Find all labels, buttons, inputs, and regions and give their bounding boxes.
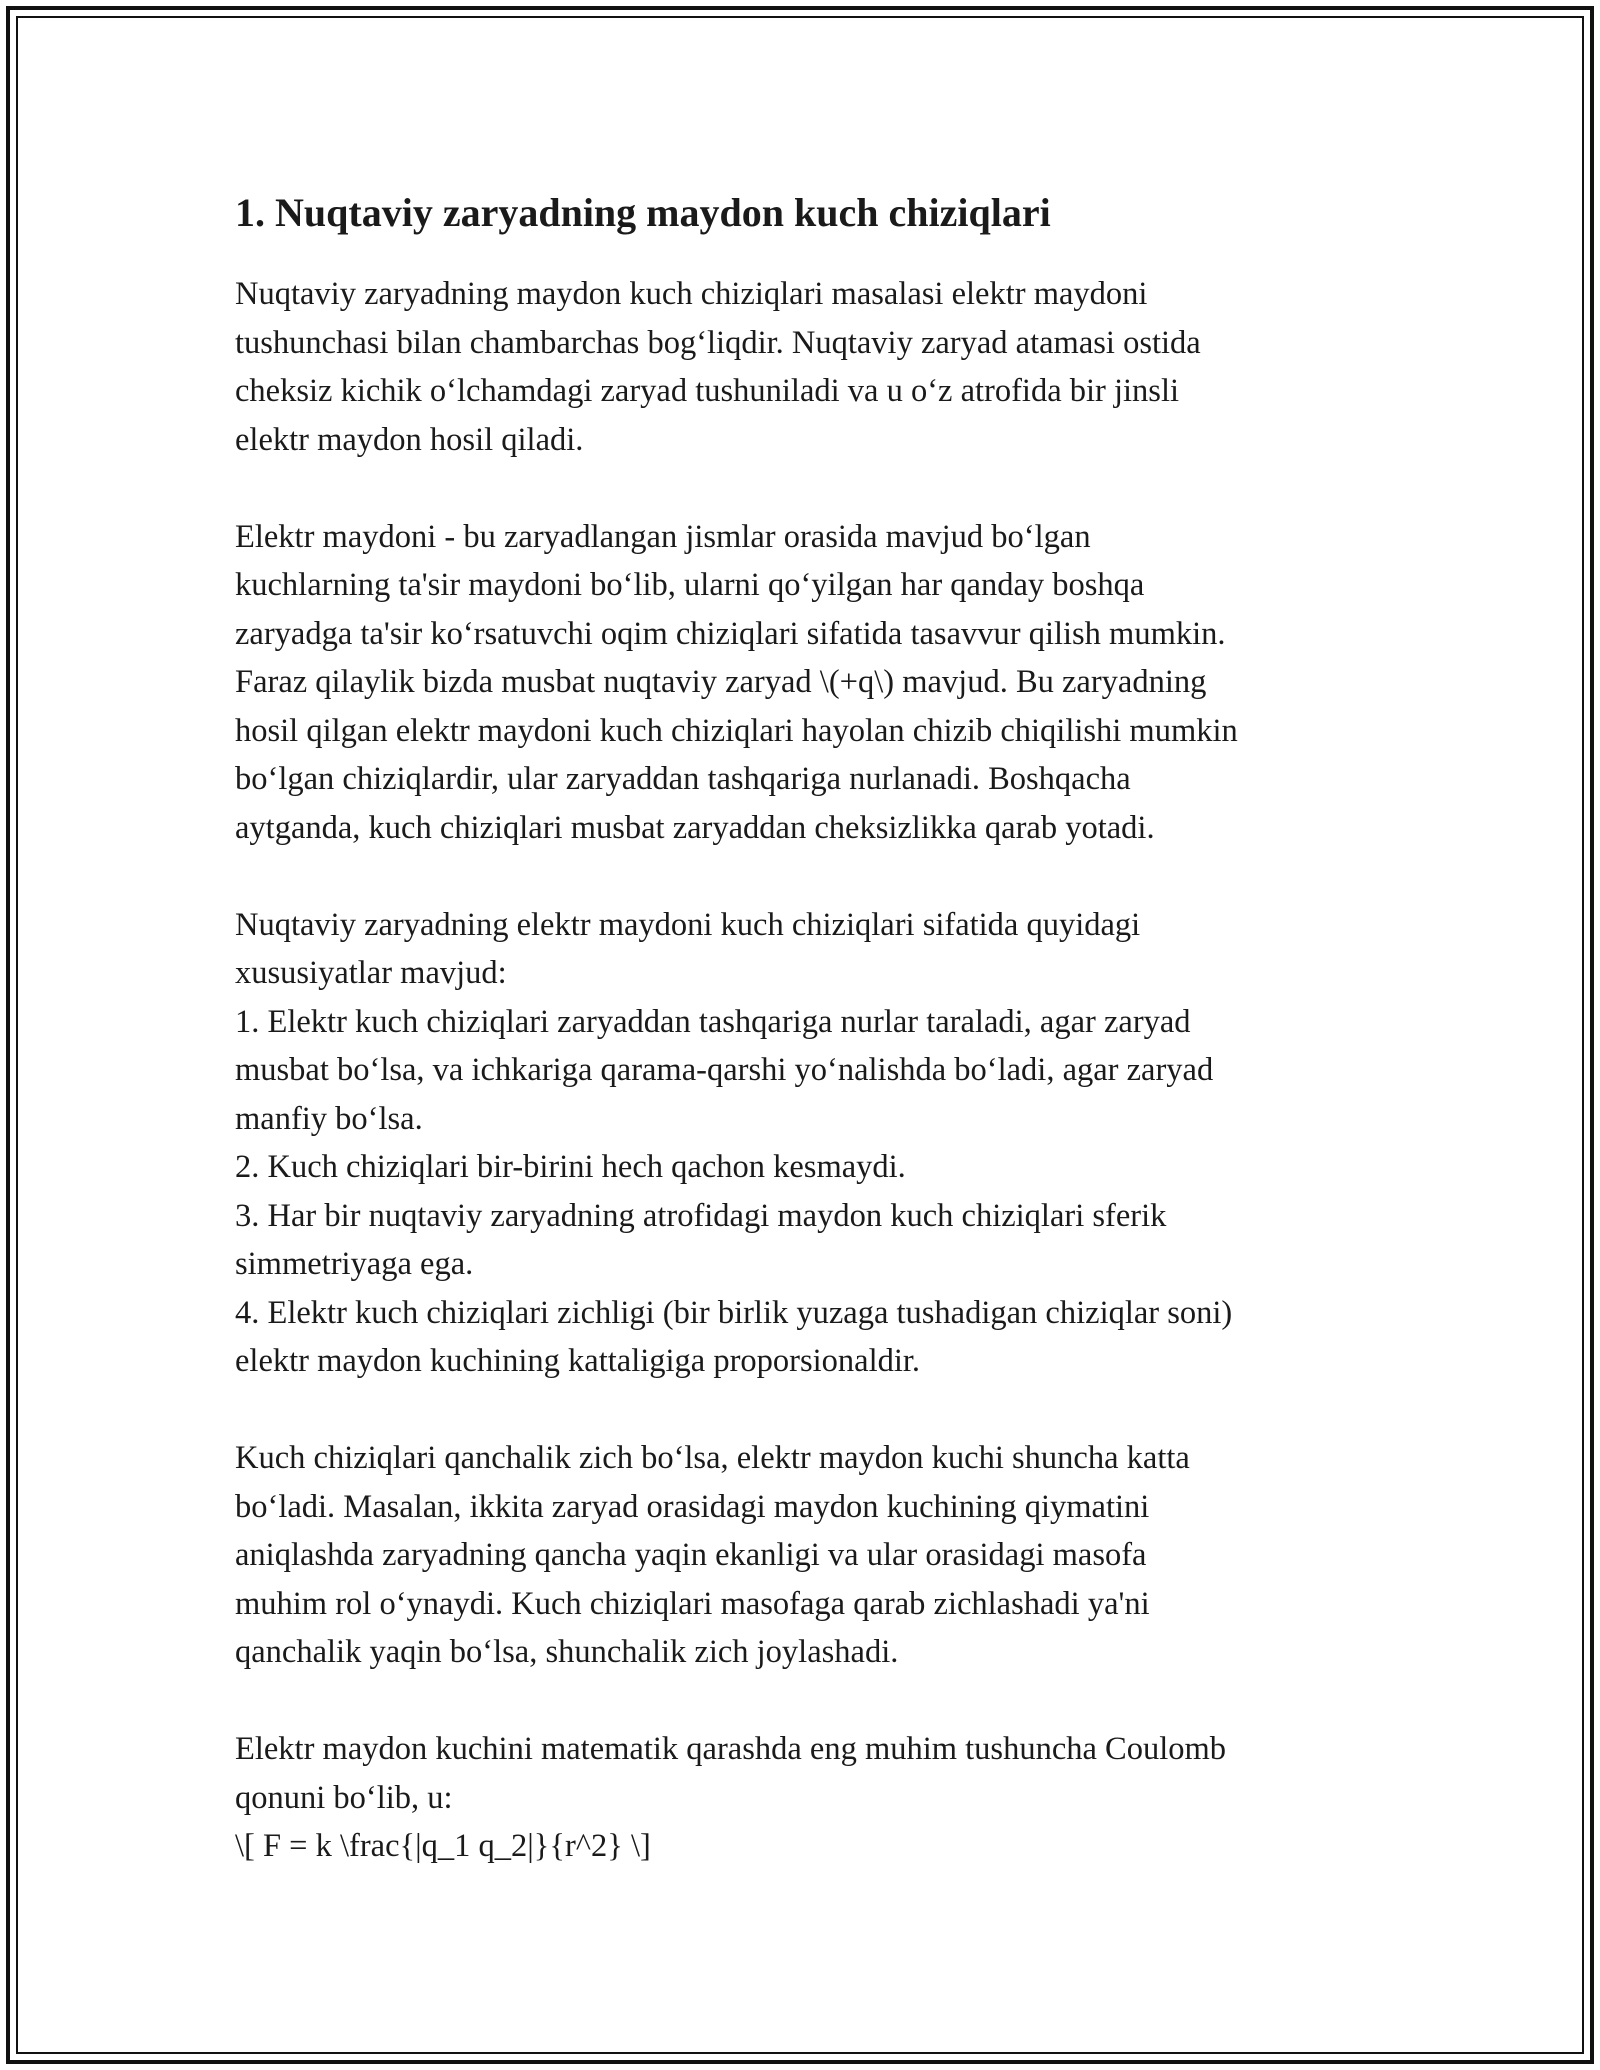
- text-line: bo‘ladi. Masalan, ikkita zaryad orasidagi maydon kuchining qiymatini: [235, 1488, 1150, 1525]
- text-line: kuchlarning ta'sir maydoni bo‘lib, ularni qo‘yilgan har qanday boshqa: [235, 567, 1145, 603]
- list-item: 2. Kuch chiziqlari bir-birini hech qachon kesmaydi.: [235, 1149, 906, 1185]
- text-line: simmetriyaga ega.: [235, 1246, 474, 1282]
- paragraph-properties-list: [235, 901, 1395, 1386]
- text-line: qanchalik yaqin bo‘lsa, shunchalik zich joylashadi.: [235, 1634, 899, 1670]
- text-line: zaryadga ta'sir ko‘rsatuvchi oqim chiziqlari sifatida tasavvur qilish mumkin.: [235, 615, 1226, 652]
- text-line: aniqlashda zaryadning qancha yaqin ekanligi va ular orasidagi masofa: [235, 1537, 1147, 1573]
- paragraph-gap: [235, 1677, 1395, 1726]
- paragraph-coulomb-law: [235, 1725, 1395, 1871]
- formula-line: \[ F = k \frac{|q_1 q_2|}{r^2} \]: [235, 1828, 651, 1864]
- list-item: 1. Elektr kuch chiziqlari zaryaddan tashqariga nurlar taraladi, agar zaryad: [235, 1003, 1191, 1040]
- text-line: elektr maydon hosil qiladi.: [235, 421, 584, 458]
- paragraph-electric-field: [235, 513, 1395, 853]
- text-line: hosil qilgan elektr maydoni kuch chiziqlari hayolan chizib chiqilishi mumkin: [235, 712, 1238, 749]
- text-line: musbat bo‘lsa, va ichkariga qarama-qarshi yo‘nalishda bo‘ladi, agar zaryad: [235, 1052, 1214, 1088]
- text-line: Kuch chiziqlari qanchalik zich bo‘lsa, elektr maydon kuchi shuncha katta: [235, 1440, 1190, 1476]
- paragraph-gap: [235, 464, 1395, 513]
- paragraph-gap: [235, 1386, 1395, 1435]
- text-line: bo‘lgan chiziqlardir, ular zaryaddan tashqariga nurlanadi. Boshqacha: [235, 761, 1131, 797]
- text-line: cheksiz kichik o‘lchamdagi zaryad tushuniladi va u o‘z atrofida bir jinsli: [235, 373, 1180, 409]
- text-line: tushunchasi bilan chambarchas bog‘liqdir. Nuqtaviy zaryad atamasi ostida: [235, 324, 1201, 361]
- text-line: Nuqtaviy zaryadning elektr maydoni kuch chiziqlari sifatida quyidagi: [235, 906, 1141, 943]
- text-line: muhim rol o‘ynaydi. Kuch chiziqlari masofaga qarab zichlashadi ya'ni: [235, 1585, 1150, 1622]
- text-line: aytganda, kuch chiziqlari musbat zaryaddan cheksizlikka qarab yotadi.: [235, 809, 1155, 846]
- text-line: Nuqtaviy zaryadning maydon kuch chiziqlari masalasi elektr maydoni: [235, 276, 1148, 312]
- text-line: xususiyatlar mavjud:: [235, 955, 507, 991]
- text-line: Faraz qilaylik bizda musbat nuqtaviy zaryad \(+q\) mavjud. Bu zaryadning: [235, 664, 1207, 700]
- text-line: Elektr maydon kuchini matematik qarashda eng muhim tushuncha Coulomb: [235, 1731, 1227, 1767]
- document-page: [235, 186, 1395, 1871]
- paragraph-line-density: [235, 1434, 1395, 1677]
- text-line: elektr maydon kuchining kattaligiga proporsionaldir.: [235, 1343, 921, 1379]
- text-line: manfiy bo‘lsa.: [235, 1100, 423, 1137]
- list-item: 3. Har bir nuqtaviy zaryadning atrofidagi maydon kuch chiziqlari sferik: [235, 1197, 1167, 1234]
- list-item: 4. Elektr kuch chiziqlari zichligi (bir birlik yuzaga tushadigan chiziqlar soni): [235, 1294, 1233, 1331]
- text-line: qonuni bo‘lib, u:: [235, 1779, 453, 1816]
- section-heading: 1. Nuqtaviy zaryadning maydon kuch chiziqlari: [235, 190, 1051, 235]
- paragraph-gap: [235, 852, 1395, 901]
- text-line: Elektr maydoni - bu zaryadlangan jismlar orasida mavjud bo‘lgan: [235, 518, 1091, 555]
- paragraph-intro: [235, 270, 1395, 464]
